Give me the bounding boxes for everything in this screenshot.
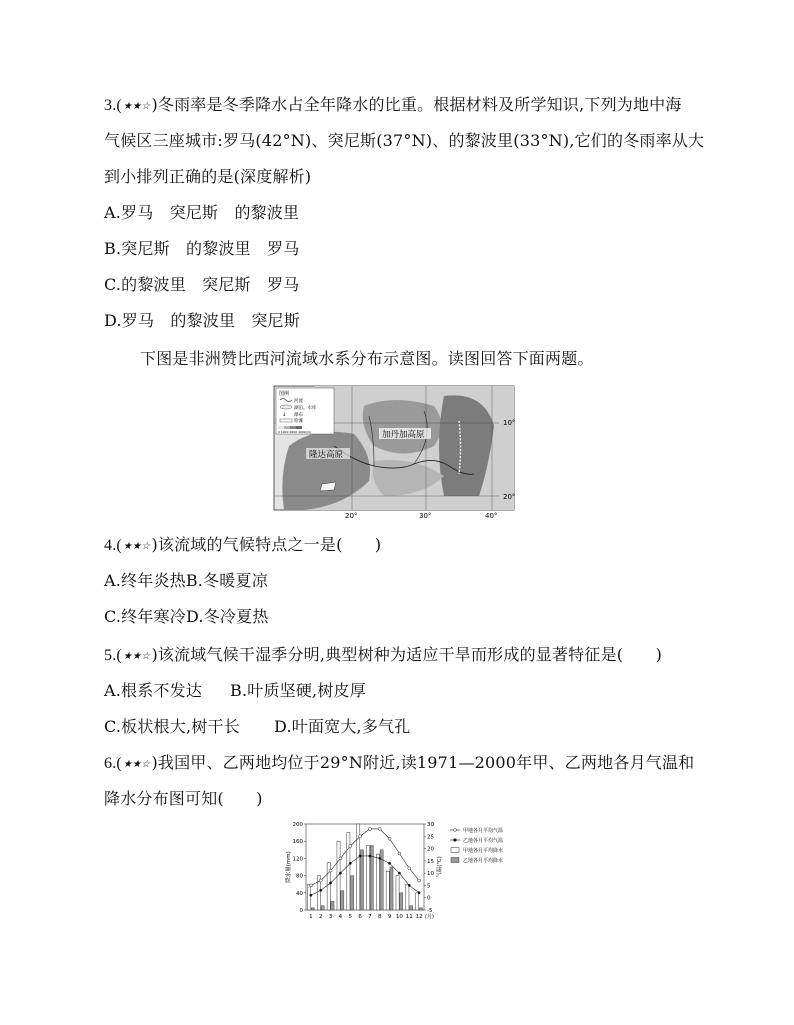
map-legend-river: 河流 xyxy=(294,399,303,404)
q5-option-a[interactable]: A.根系不发达 xyxy=(104,681,203,700)
point-jia-temp xyxy=(408,867,411,870)
scale-swatch-3 xyxy=(290,426,296,429)
y2-tick-label: 25 xyxy=(427,834,434,841)
q5-options-row-2 xyxy=(104,717,410,737)
y-tick-label: 200 xyxy=(292,822,303,828)
legend-label: 甲地各月平均气温 xyxy=(463,828,504,834)
legend-bar-icon xyxy=(451,858,459,863)
point-jia-temp xyxy=(418,879,421,882)
bar-yi-precip xyxy=(341,891,344,910)
y-axis-label: 降水量(mm) xyxy=(286,851,292,883)
map-legend-lake: 湖泊、水库 xyxy=(294,406,317,411)
bar-jia-precip xyxy=(307,884,310,910)
point-yi-temp xyxy=(398,872,400,874)
bar-jia-precip xyxy=(396,876,399,910)
legend-marker-icon xyxy=(454,839,457,842)
lake-legend-icon xyxy=(280,405,292,409)
point-yi-temp xyxy=(320,889,322,891)
bar-yi-precip xyxy=(419,908,422,910)
y2-tick-label: 0 xyxy=(427,895,431,902)
bar-jia-precip xyxy=(416,893,419,910)
q3-option-a[interactable]: A.罗马 突尼斯 的黎波里 xyxy=(104,203,300,222)
q4-stem-line xyxy=(104,535,381,557)
x-tick-label: 3 xyxy=(328,914,333,920)
bar-yi-precip xyxy=(311,908,314,910)
point-jia-temp xyxy=(319,879,322,882)
q4-options-row-1 xyxy=(104,571,268,591)
map-legend-scale: 0 1000 2000 4000(m) xyxy=(278,430,311,434)
y2-tick-label: 30 xyxy=(427,822,434,828)
q5-stem: )该流域气候干湿季分明,典型树种为适应干旱而形成的显著特征是( ) xyxy=(151,645,663,664)
point-yi-temp xyxy=(329,882,331,884)
q4-option-a[interactable]: A.终年炎热 xyxy=(104,571,186,590)
point-jia-temp xyxy=(339,857,342,860)
point-jia-temp xyxy=(398,852,401,855)
x-tick-label: 10 xyxy=(395,914,403,920)
point-yi-temp xyxy=(408,884,410,886)
difficulty-icon: ★★☆ xyxy=(122,651,151,662)
y2-tick-label: -5 xyxy=(427,908,433,914)
q5-stem-line xyxy=(104,645,662,667)
map-lon-40-label: 40° xyxy=(485,512,498,520)
map-katanga-plateau xyxy=(363,400,442,454)
q6-line1 xyxy=(104,753,694,775)
q4-number: 4.( xyxy=(104,537,122,554)
x-tick-label: 4 xyxy=(338,914,343,920)
map-legend-rapids: 险滩 xyxy=(294,419,303,424)
point-jia-temp xyxy=(368,827,371,830)
bar-jia-precip xyxy=(406,884,409,910)
point-jia-temp xyxy=(378,827,381,830)
x-tick-label: 12 xyxy=(415,914,423,920)
y2-axis-label: 气温(℃) xyxy=(437,856,443,878)
bar-jia-precip xyxy=(347,833,350,910)
q3-stem-1: )冬雨率是冬季降水占全年降水的比重。根据材料及所学知识,下列为地中海 xyxy=(151,95,682,114)
x-tick-label: 8 xyxy=(378,914,382,920)
q3-option-b[interactable]: B.突尼斯 的黎波里 罗马 xyxy=(104,239,300,258)
q3-option-d[interactable]: D.罗马 的黎波里 突尼斯 xyxy=(104,311,300,330)
map-legend-title: 图例 xyxy=(279,391,290,397)
point-yi-temp xyxy=(388,862,390,864)
bar-jia-precip xyxy=(386,871,389,910)
point-yi-temp xyxy=(369,855,371,857)
legend-label: 乙地各月平均气温 xyxy=(463,838,504,844)
map-label-katanga: 加丹加高原 xyxy=(382,430,425,440)
y-tick-label: 40 xyxy=(296,890,303,897)
point-yi-temp xyxy=(359,855,361,857)
legend-label: 甲地各月平均降水 xyxy=(463,848,504,854)
q4-option-b[interactable]: B.冬暖夏凉 xyxy=(185,571,268,590)
bar-yi-precip xyxy=(360,850,363,910)
x-tick-label: 7 xyxy=(368,914,372,920)
map-lon-20-label: 20° xyxy=(345,512,358,520)
x-tick-label: 1 xyxy=(309,914,313,920)
difficulty-icon: ★★☆ xyxy=(122,101,151,112)
q5-option-b[interactable]: B.叶质坚硬,树皮厚 xyxy=(230,681,366,700)
q3-line3: 到小排列正确的是(深度解析) xyxy=(104,167,312,186)
zambezi-map xyxy=(274,386,514,520)
bar-yi-precip xyxy=(321,906,324,910)
point-yi-temp xyxy=(379,857,381,859)
scale-swatch-1 xyxy=(278,426,284,429)
point-jia-temp xyxy=(388,837,391,840)
q4-options-row-2 xyxy=(104,607,269,627)
bar-yi-precip xyxy=(331,901,334,910)
map-legend-falls: 瀑布 xyxy=(294,413,303,418)
map-intro: 下图是非洲赞比西河流域水系分布示意图。读图回答下面两题。 xyxy=(140,349,594,368)
q3-line1 xyxy=(104,95,682,117)
y2-tick-label: 15 xyxy=(427,858,434,865)
q5-option-d[interactable]: D.叶面宽大,多气孔 xyxy=(274,717,411,736)
q4-option-c[interactable]: C.终年寒冷 xyxy=(104,607,186,626)
y2-tick-label: 20 xyxy=(427,846,434,853)
map-label-lunda: 隆达高原 xyxy=(309,450,344,460)
map-lat-20-label: 20° xyxy=(503,493,516,501)
scale-swatch-2 xyxy=(284,426,290,429)
q4-option-d[interactable]: D.冬冷夏热 xyxy=(185,607,269,626)
bar-yi-precip xyxy=(410,906,413,910)
x-tick-label: 2 xyxy=(319,914,323,920)
x-tick-label: 6 xyxy=(358,914,362,920)
q5-option-c[interactable]: C.板状根大,树干长 xyxy=(104,717,240,736)
bar-jia-precip xyxy=(337,841,340,910)
climate-chart xyxy=(284,818,524,930)
point-jia-temp xyxy=(309,884,312,887)
y-tick-label: 0 xyxy=(299,908,303,914)
map-lon-30-label: 30° xyxy=(419,512,432,520)
point-jia-temp xyxy=(329,869,332,872)
point-yi-temp xyxy=(418,892,420,894)
y2-tick-label: 5 xyxy=(427,883,431,890)
q6-number: 6.( xyxy=(104,755,122,772)
y-tick-label: 160 xyxy=(292,839,303,846)
x-tick-label: 5 xyxy=(348,914,352,920)
q3-line2: 气候区三座城市:罗马(42°N)、突尼斯(37°N)、的黎波里(33°N),它们的冬雨率从大 xyxy=(104,131,705,150)
point-yi-temp xyxy=(349,862,351,864)
q3-option-c[interactable]: C.的黎波里 突尼斯 罗马 xyxy=(104,275,300,294)
difficulty-icon: ★★☆ xyxy=(122,541,151,552)
q6-line2: 降水分布图可知( ) xyxy=(104,789,263,808)
point-jia-temp xyxy=(349,845,352,848)
q5-number: 5.( xyxy=(104,647,122,664)
x-axis-label: (月) xyxy=(425,914,434,920)
x-tick-label: 9 xyxy=(387,914,392,920)
q5-options-row-1 xyxy=(104,681,366,701)
legend-marker-icon xyxy=(454,829,457,832)
bar-jia-precip xyxy=(376,854,379,910)
y2-tick-label: 10 xyxy=(427,871,434,878)
q4-stem: )该流域的气候特点之一是( ) xyxy=(151,535,382,554)
legend-bar-icon xyxy=(451,848,459,853)
map-lat-10-label: 10° xyxy=(503,419,516,427)
q3-number: 3.( xyxy=(104,97,122,114)
difficulty-icon: ★★☆ xyxy=(122,759,151,770)
scale-swatch-4 xyxy=(296,426,302,429)
legend-label: 乙地各月平均降水 xyxy=(463,858,504,864)
bar-yi-precip xyxy=(390,867,393,910)
bar-yi-precip xyxy=(351,876,354,910)
q6-stem-1: )我国甲、乙两地均位于29°N附近,读1971—2000年甲、乙两地各月气温和 xyxy=(151,753,695,772)
y-tick-label: 120 xyxy=(292,856,303,863)
point-yi-temp xyxy=(310,894,312,896)
y-tick-label: 80 xyxy=(296,873,303,880)
falls-legend-icon: ↓ xyxy=(282,412,287,418)
bar-yi-precip xyxy=(400,893,403,910)
x-tick-label: 11 xyxy=(405,914,413,920)
point-yi-temp xyxy=(339,872,341,874)
point-jia-temp xyxy=(359,835,362,838)
